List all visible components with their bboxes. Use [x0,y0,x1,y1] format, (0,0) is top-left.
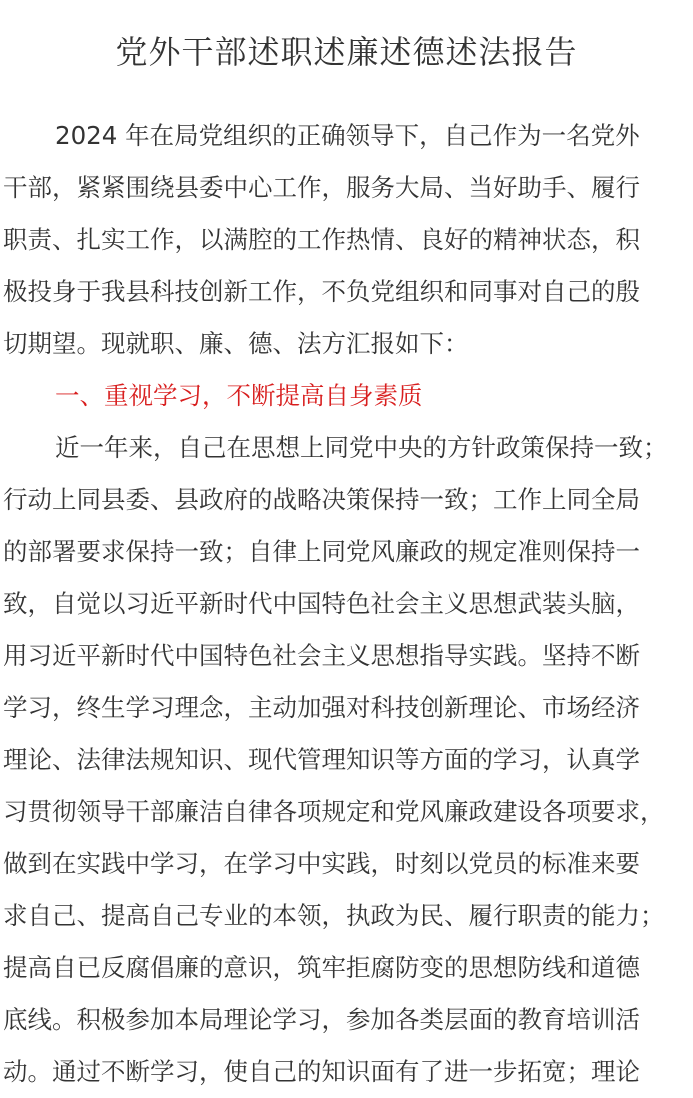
paragraph-line: 理论、法律法规知识、现代管理知识等方面的学习，认真学 [3,745,640,774]
paragraph-line: 底线。积极参加本局理论学习，参加各类层面的教育培训活 [3,1005,640,1034]
paragraph-line: 习贯彻领导干部廉洁自律各项规定和党风廉政建设各项要求， [3,797,665,826]
paragraph-line: 求自己、提高自己专业的本领，执政为民、履行职责的能力； [3,901,665,930]
page-title: 党外干部述职述廉述德述法报告 [115,33,578,71]
paragraph-line: 的部署要求保持一致；自律上同党风廉政的规定准则保持一 [3,537,640,566]
paragraph-line: 近一年来，自己在思想上同党中央的方针政策保持一致； [55,433,668,462]
paragraph-line: 提高自已反腐倡廉的意识，筑牢拒腐防变的思想防线和道德 [3,953,640,982]
paragraph-line: 用习近平新时代中国特色社会主义思想指导实践。坚持不断 [3,641,640,670]
paragraph-line: 极投身于我县科技创新工作，不负党组织和同事对自己的殷 [3,277,640,306]
paragraph-line: 行动上同县委、县政府的战略决策保持一致；工作上同全局 [3,485,640,514]
document-body [3,110,691,1098]
paragraph-line: 干部，紧紧围绕县委中心工作，服务大局、当好助手、履行 [3,173,640,202]
paragraph-line: 切期望。现就职、廉、德、法方汇报如下： [3,329,469,358]
paragraph-line: 学习，终生学习理念，主动加强对科技创新理论、市场经济 [3,693,640,722]
paragraph-line: 2024 年在局党组织的正确领导下，自己作为一名党外 [55,121,640,150]
paragraph-line: 做到在实践中学习，在学习中实践，时刻以党员的标准来要 [3,849,640,878]
section-heading: 一、重视学习，不断提高自身素质 [55,381,423,410]
paragraph-line: 职责、扎实工作，以满腔的工作热情、良好的精神状态，积 [3,225,640,254]
paragraph-line: 动。通过不断学习，使自己的知识面有了进一步拓宽；理论 [3,1057,640,1086]
paragraph-line: 致，自觉以习近平新时代中国特色社会主义思想武装头脑， [3,589,640,618]
